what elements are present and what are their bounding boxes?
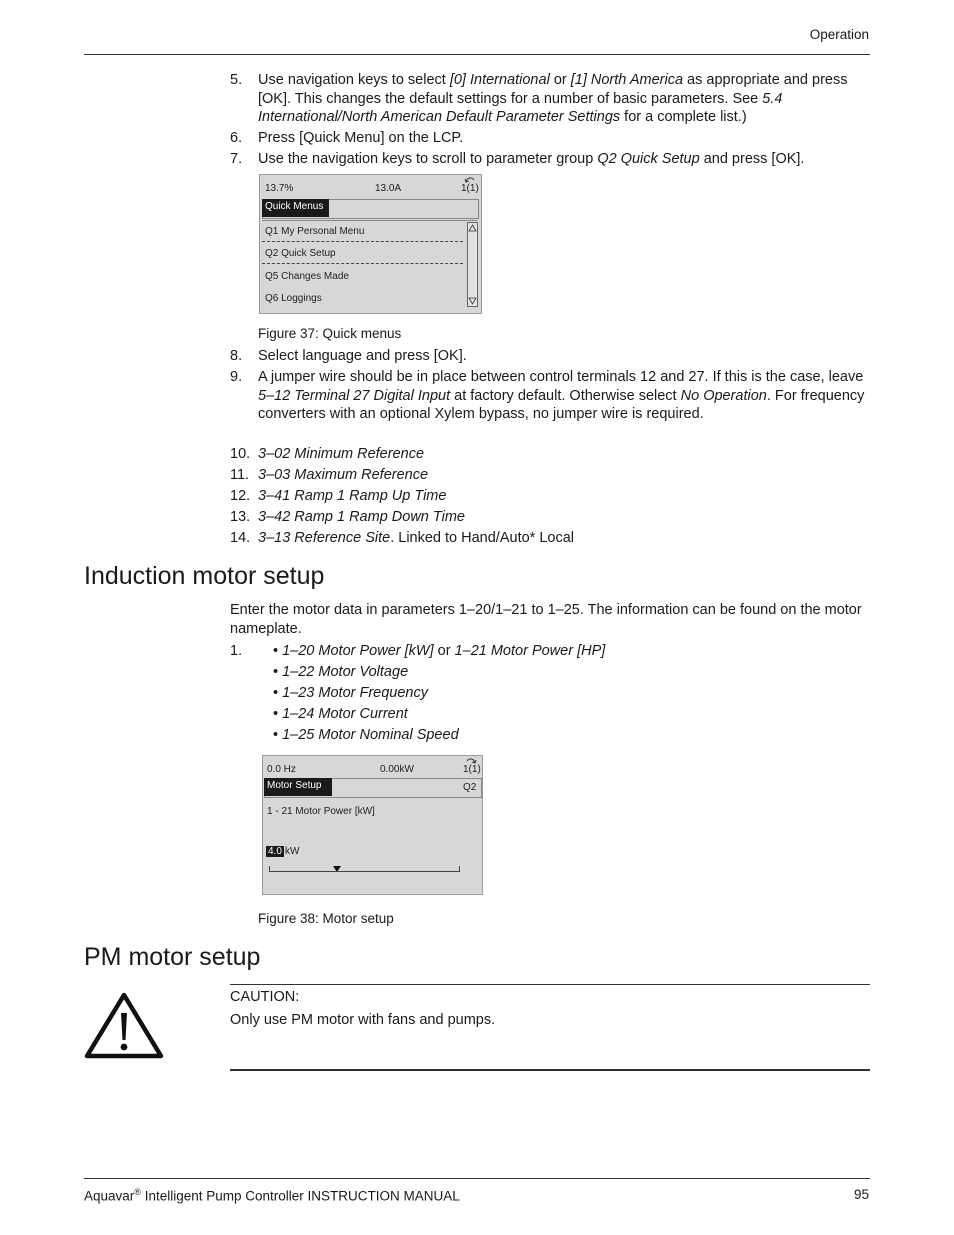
step-text bbox=[258, 529, 870, 548]
step-item bbox=[230, 445, 870, 464]
bullet-dot: • bbox=[273, 664, 283, 680]
step-number: 12. bbox=[230, 488, 251, 504]
step-item bbox=[230, 487, 870, 506]
bullet-item bbox=[273, 727, 459, 743]
lcp-status-mid: 0.00kW bbox=[380, 764, 414, 775]
step-text bbox=[258, 150, 870, 169]
step-text bbox=[258, 71, 870, 127]
lcp-menu-item[interactable]: Q1 My Personal Menu bbox=[265, 226, 365, 237]
lcp-value-slider[interactable] bbox=[269, 866, 460, 872]
footer-brand: Aquavar bbox=[84, 1188, 135, 1204]
step-number: 13. bbox=[230, 509, 251, 525]
step-item bbox=[230, 347, 870, 366]
induction-intro: Enter the motor data in parameters 1–20/1–21 to 1–25. The information can be found on the motor nameplate. bbox=[230, 602, 862, 637]
bullet-dot: • bbox=[273, 706, 283, 722]
footer-manual-name: Intelligent Pump Controller INSTRUCTION MANUAL bbox=[140, 1188, 460, 1204]
step-item bbox=[230, 529, 870, 548]
text-run: for a complete list.) bbox=[620, 109, 747, 125]
lcp-status-right: 1(1) bbox=[461, 183, 479, 194]
running-header: Operation bbox=[809, 27, 869, 42]
italic-reference: [1] North America bbox=[570, 72, 684, 88]
figure-37-caption: Figure 37: Quick menus bbox=[258, 326, 402, 341]
lcp-menu-item[interactable]: Q6 Loggings bbox=[265, 293, 322, 304]
italic-reference: 5–12 Terminal 27 Digital Input bbox=[258, 387, 451, 404]
caution-text: Only use PM motor with fans and pumps. bbox=[230, 1012, 496, 1028]
lcp-scrollbar[interactable] bbox=[467, 222, 478, 307]
lcp-menu-item[interactable]: Q5 Changes Made bbox=[265, 271, 349, 282]
lcp-value-unit: kW bbox=[285, 846, 300, 857]
lcp-status-mid: 13.0A bbox=[375, 183, 402, 194]
lcp-value-field[interactable]: 4.0 bbox=[268, 846, 282, 857]
lcp-parameter-name: 1 - 21 Motor Power [kW] bbox=[267, 806, 375, 817]
italic-reference: No Operation bbox=[680, 387, 767, 404]
lcp-group-label: Q2 bbox=[463, 782, 477, 793]
text-run: Use navigation keys to select bbox=[258, 72, 450, 88]
italic-reference: 5.4 International/North American Default Parameter Settings bbox=[258, 90, 783, 125]
figure-38-caption: Figure 38: Motor setup bbox=[258, 911, 394, 926]
step-item bbox=[230, 368, 870, 424]
italic-reference: 1–23 Motor Frequency bbox=[282, 685, 428, 701]
text-run: at factory default. Otherwise select bbox=[450, 387, 681, 404]
step-number: 7. bbox=[230, 151, 243, 167]
page-number: 95 bbox=[853, 1187, 869, 1202]
step-text bbox=[258, 368, 870, 424]
italic-reference: 1–25 Motor Nominal Speed bbox=[282, 727, 459, 743]
text-run: and press [OK]. bbox=[699, 151, 805, 167]
step-text bbox=[258, 487, 870, 506]
bullet-item bbox=[273, 706, 408, 722]
text-run: as appropriate and press [OK]. This changes the default settings for a number of basic parameters. See bbox=[258, 72, 848, 107]
lcp-menu-title: Quick Menus bbox=[262, 199, 329, 217]
step-text bbox=[258, 445, 870, 464]
lcp-status-right: 1(1) bbox=[463, 764, 481, 775]
step-number: 10. bbox=[230, 446, 251, 462]
italic-reference: 1–24 Motor Current bbox=[282, 706, 408, 722]
italic-reference: [0] International bbox=[449, 72, 550, 88]
step-item bbox=[230, 150, 870, 169]
text-run: or bbox=[433, 643, 455, 659]
lcp-menu-item[interactable]: Q2 Quick Setup bbox=[265, 248, 336, 259]
step-text bbox=[258, 508, 870, 527]
pm-heading: PM motor setup bbox=[84, 943, 261, 971]
step-text bbox=[258, 347, 870, 366]
text-run: Select language and press [OK]. bbox=[258, 348, 467, 364]
step-number: 6. bbox=[230, 130, 243, 146]
step-text bbox=[258, 129, 870, 148]
step-item bbox=[230, 508, 870, 527]
italic-reference: 1–20 Motor Power [kW] bbox=[282, 643, 434, 659]
footer-rule bbox=[84, 1178, 870, 1179]
lcp-menu-title: Motor Setup bbox=[264, 778, 332, 796]
step-item bbox=[230, 71, 870, 127]
step-text bbox=[258, 466, 870, 485]
step-item bbox=[230, 466, 870, 485]
footer-title bbox=[84, 1187, 460, 1204]
bullet-item bbox=[273, 643, 605, 659]
text-run: Press [Quick Menu] on the LCP. bbox=[258, 130, 464, 146]
text-run: or bbox=[549, 72, 571, 88]
italic-reference: 1–21 Motor Power [HP] bbox=[454, 643, 606, 659]
step-number: 9. bbox=[230, 369, 243, 385]
header-rule bbox=[84, 54, 870, 55]
step-number: 5. bbox=[230, 72, 243, 88]
warning-triangle-icon bbox=[84, 991, 164, 1059]
lcp-status-left: 0.0 Hz bbox=[267, 764, 296, 775]
italic-reference: 1–22 Motor Voltage bbox=[282, 664, 409, 680]
step-number: 8. bbox=[230, 348, 243, 364]
text-run: . For frequency converters with an optional Xylem bypass, no jumper wire is required. bbox=[258, 387, 865, 422]
italic-reference: 3–02 Minimum Reference bbox=[258, 446, 425, 462]
scroll-up-icon[interactable] bbox=[468, 224, 477, 232]
lcp-quick-menus-display bbox=[259, 174, 482, 314]
lcp-motor-setup-display bbox=[262, 755, 483, 895]
italic-reference: Q2 Quick Setup bbox=[597, 151, 700, 167]
text-run: A jumper wire should be in place between control terminals 12 and 27. If this is the case, leave bbox=[258, 369, 864, 385]
text-run: . Linked to Hand/Auto* Local bbox=[390, 530, 574, 546]
caution-bottom-rule bbox=[230, 1069, 870, 1071]
scroll-down-icon[interactable] bbox=[468, 297, 477, 305]
italic-reference: 3–42 Ramp 1 Ramp Down Time bbox=[258, 509, 465, 525]
step-number: 14. bbox=[230, 530, 251, 546]
bullet-dot: • bbox=[273, 643, 283, 659]
step-item bbox=[230, 129, 870, 148]
caution-top-rule bbox=[230, 984, 870, 985]
italic-reference: 3–13 Reference Site bbox=[258, 530, 391, 546]
induction-list-number: 1. bbox=[230, 643, 243, 659]
bullet-dot: • bbox=[273, 727, 283, 743]
bullet-item bbox=[273, 664, 408, 680]
caution-label: CAUTION: bbox=[230, 989, 300, 1005]
step-number: 11. bbox=[230, 467, 250, 483]
bullet-item bbox=[273, 685, 428, 701]
registered-mark: ® bbox=[134, 1187, 141, 1197]
induction-heading: Induction motor setup bbox=[84, 562, 325, 590]
bullet-dot: • bbox=[273, 685, 283, 701]
italic-reference: 3–03 Maximum Reference bbox=[258, 467, 429, 483]
text-run: Use the navigation keys to scroll to parameter group bbox=[258, 151, 598, 167]
italic-reference: 3–41 Ramp 1 Ramp Up Time bbox=[258, 488, 447, 504]
lcp-status-left: 13.7% bbox=[265, 183, 294, 194]
